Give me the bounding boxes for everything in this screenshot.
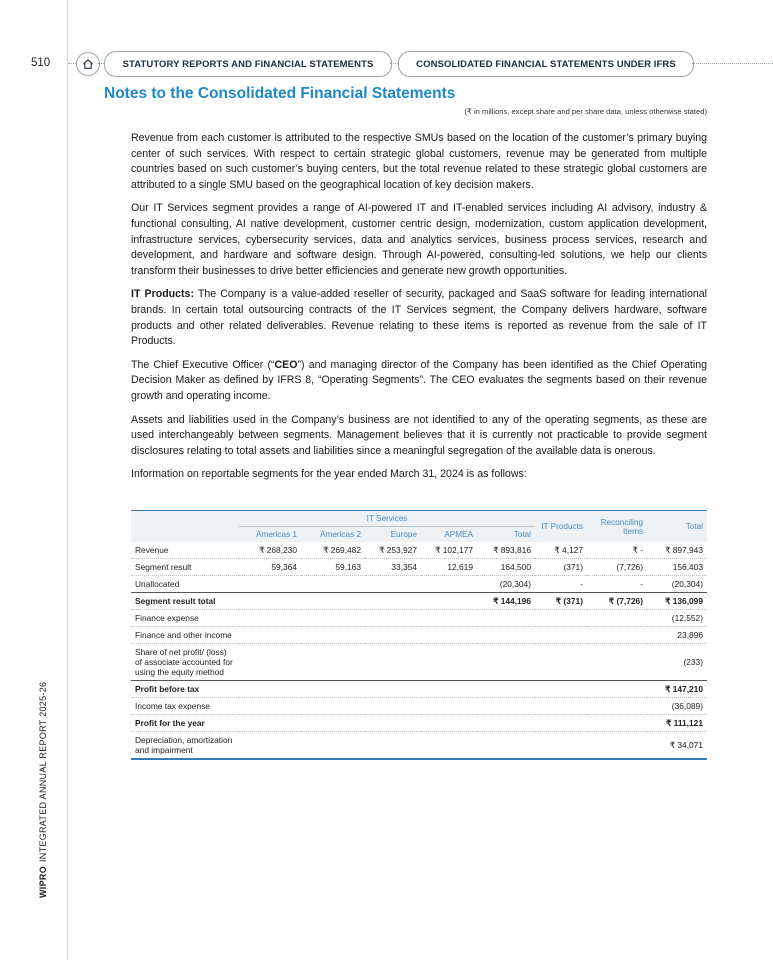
table-cell xyxy=(477,732,535,760)
it-products-lead: IT Products: xyxy=(131,288,194,301)
left-sidebar xyxy=(0,0,68,960)
header-dots-left xyxy=(68,63,76,64)
paragraph-table-intro: Information on reportable segments for the year ended March 31, 2024 is as follows: xyxy=(131,468,527,481)
report-footer-vertical xyxy=(38,682,48,898)
table-cell xyxy=(477,610,535,627)
table-cell xyxy=(535,715,587,732)
table-cell: - xyxy=(535,576,587,593)
table-cell xyxy=(421,644,477,681)
home-icon xyxy=(82,58,94,70)
row-label: Segment result total xyxy=(131,593,239,610)
table-cell xyxy=(239,644,301,681)
nav-statutory-reports[interactable]: STATUTORY REPORTS AND FINANCIAL STATEMENTS xyxy=(104,51,392,77)
table-cell xyxy=(587,644,647,681)
table-cell xyxy=(301,681,365,698)
table-cell xyxy=(239,593,301,610)
table-cell: 59,364 xyxy=(239,559,301,576)
table-cell: 33,354 xyxy=(365,559,421,576)
nav-consolidated-ifrs[interactable]: CONSOLIDATED FINANCIAL STATEMENTS UNDER IFRS xyxy=(398,51,694,77)
table-cell xyxy=(239,576,301,593)
table-row xyxy=(131,542,707,559)
table-cell xyxy=(477,627,535,644)
table-cell: - xyxy=(587,576,647,593)
table-cell xyxy=(301,593,365,610)
table-cell xyxy=(421,732,477,760)
table-cell xyxy=(365,681,421,698)
table-cell xyxy=(587,698,647,715)
table-cell: (7,726) xyxy=(587,559,647,576)
paragraph-revenue-attribution: Revenue from each customer is attributed to the respective SMUs based on the location of the customer’s primary buying center of such services. With respect to certain strategic global customers, revenue may be generated from multiple countries based on such customer’s buying centers, but the total revenue related to these strategic global customers are attributed to a single SMU based on the geographical location of key decision makers. xyxy=(131,132,707,191)
table-cell xyxy=(365,576,421,593)
table-cell: ₹ 897,943 xyxy=(647,542,707,559)
table-cell: ₹ 4,127 xyxy=(535,542,587,559)
table-cell xyxy=(365,715,421,732)
sub-header-0: Americas 1 xyxy=(239,527,301,542)
table-cell xyxy=(421,698,477,715)
header-total: Total xyxy=(647,510,707,542)
table-cell: 164,500 xyxy=(477,559,535,576)
table-cell xyxy=(365,644,421,681)
sub-header-3: APMEA xyxy=(421,527,477,542)
table-cell: ₹ 893,816 xyxy=(477,542,535,559)
header-it-products: IT Products xyxy=(535,510,587,542)
sub-header-2: Europe xyxy=(365,527,421,542)
table-cell xyxy=(421,681,477,698)
table-cell xyxy=(239,610,301,627)
table-cell xyxy=(535,698,587,715)
table-cell xyxy=(477,644,535,681)
table-cell xyxy=(365,732,421,760)
table-cell xyxy=(239,715,301,732)
table-cell xyxy=(535,732,587,760)
table-cell: 23,896 xyxy=(647,627,707,644)
units-note: (₹ in millions, except share and per share data, unless otherwise stated) xyxy=(464,107,707,116)
header-reconciling-items: Reconciling Items xyxy=(587,510,647,542)
table-cell xyxy=(535,610,587,627)
row-label: Revenue xyxy=(131,542,239,559)
row-label: Depreciation, amortization and impairment xyxy=(131,732,239,760)
table-cell: ₹ (7,726) xyxy=(587,593,647,610)
table-cell xyxy=(301,732,365,760)
row-label: Finance expense xyxy=(131,610,239,627)
row-label: Profit for the year xyxy=(131,715,239,732)
table-header-blank xyxy=(131,510,239,542)
table-cell: (371) xyxy=(535,559,587,576)
table-body xyxy=(131,542,707,760)
table-row xyxy=(131,644,707,681)
table-cell: 12,619 xyxy=(421,559,477,576)
ceo-text-a: The Chief Executive Officer (“ xyxy=(131,358,275,371)
table-cell xyxy=(477,681,535,698)
table-cell: 59,163 xyxy=(301,559,365,576)
table-cell xyxy=(239,627,301,644)
table-cell: ₹ 253,927 xyxy=(365,542,421,559)
table-cell xyxy=(421,593,477,610)
row-label: Income tax expense xyxy=(131,698,239,715)
row-label: Share of net profit/ (loss) of associate accounted for using the equity method xyxy=(131,644,239,681)
table-row xyxy=(131,627,707,644)
table-cell xyxy=(587,610,647,627)
table-cell: ₹ 34,071 xyxy=(647,732,707,760)
table-cell xyxy=(301,698,365,715)
row-label: Segment result xyxy=(131,559,239,576)
table-cell xyxy=(587,732,647,760)
table-cell: (233) xyxy=(647,644,707,681)
report-title: INTEGRATED ANNUAL REPORT 2025-26 xyxy=(38,681,48,862)
table-cell xyxy=(239,681,301,698)
table-row xyxy=(131,610,707,627)
table-cell xyxy=(421,610,477,627)
table-cell: ₹ 269,482 xyxy=(301,542,365,559)
home-button[interactable] xyxy=(76,52,100,76)
table-cell xyxy=(421,715,477,732)
table-row xyxy=(131,559,707,576)
table-cell xyxy=(365,627,421,644)
table-cell xyxy=(587,715,647,732)
page-title: Notes to the Consolidated Financial Statements xyxy=(104,85,456,102)
table-cell xyxy=(477,715,535,732)
table-cell xyxy=(301,627,365,644)
page-number: 510 xyxy=(31,57,51,69)
table-cell: (20,304) xyxy=(647,576,707,593)
body-text xyxy=(131,131,707,491)
it-products-text: The Company is a value-added reseller of security, packaged and SaaS software for leading international brands. In certain total outsourcing contracts of the IT Services segment, the Company delivers hardware, software products and other related deliverables. Revenue relating to these items is reported as revenue from the sale of IT Products. xyxy=(131,288,707,348)
table-cell: (36,089) xyxy=(647,698,707,715)
table-cell xyxy=(301,644,365,681)
table-cell xyxy=(587,681,647,698)
table-cell xyxy=(239,698,301,715)
table-cell xyxy=(301,610,365,627)
paragraph-ceo xyxy=(131,358,707,405)
table-cell xyxy=(535,681,587,698)
table-cell xyxy=(239,732,301,760)
row-label: Profit before tax xyxy=(131,681,239,698)
table-row xyxy=(131,715,707,732)
table-row xyxy=(131,732,707,760)
table-cell: ₹ 147,210 xyxy=(647,681,707,698)
table-cell: ₹ 111,121 xyxy=(647,715,707,732)
table-cell xyxy=(477,698,535,715)
header-dots-mid2 xyxy=(390,63,398,64)
table-cell: ₹ (371) xyxy=(535,593,587,610)
table-cell xyxy=(421,576,477,593)
table-cell xyxy=(365,610,421,627)
table-cell xyxy=(421,627,477,644)
table-cell xyxy=(365,698,421,715)
table-cell xyxy=(301,715,365,732)
table-row xyxy=(131,593,707,610)
table-cell xyxy=(535,627,587,644)
table-cell: ₹ 268,230 xyxy=(239,542,301,559)
brand-name: WIPRO xyxy=(38,866,48,898)
paragraph-it-products xyxy=(131,287,707,349)
table-cell: ₹ 144,196 xyxy=(477,593,535,610)
sub-header-4: Total xyxy=(477,527,535,542)
row-label: Unallocated xyxy=(131,576,239,593)
header-dots-right xyxy=(692,63,773,64)
table-cell: (20,304) xyxy=(477,576,535,593)
ceo-abbr: CEO xyxy=(274,358,298,371)
table-row xyxy=(131,681,707,698)
table-cell: ₹ - xyxy=(587,542,647,559)
paragraph-it-services: Our IT Services segment provides a range of AI-powered IT and IT-enabled services including AI advisory, industry & functional consulting, AI native development, customer centric design, modernization, custom application development, infrastructure services, cybersecurity services, data and analytics services, business process services, research and development, and hardware and software design. Through AI-powered, consulting-led solutions, we help our clients transform their businesses to drive better efficiencies and generate new growth opportunities. xyxy=(131,202,707,277)
table-row xyxy=(131,698,707,715)
table-cell xyxy=(365,593,421,610)
segment-table xyxy=(131,510,707,760)
table-row xyxy=(131,576,707,593)
sub-header-1: Americas 2 xyxy=(301,527,365,542)
table-cell: 156,403 xyxy=(647,559,707,576)
paragraph-assets: Assets and liabilities used in the Company’s business are not identified to any of the operating segments, as these are used interchangeably between segments. Management believes that it is currently not practicable to provide segment disclosures relating to total assets and liabilities since a meaningful segregation of the available data is onerous. xyxy=(131,413,707,457)
table-cell: ₹ 136,099 xyxy=(647,593,707,610)
table-cell xyxy=(535,644,587,681)
row-label: Finance and other income xyxy=(131,627,239,644)
header-it-services: IT Services xyxy=(239,510,535,527)
ceo-text-b: ”) and managing director of the Company has been identified as the Chief Operating Decision Maker as defined by IFRS 8, “Operating Segments”. The CEO evaluates the segments based on their revenue growth and operating income. xyxy=(131,358,707,402)
table-cell: ₹ 102,177 xyxy=(421,542,477,559)
table-cell xyxy=(587,627,647,644)
table-cell: (12,552) xyxy=(647,610,707,627)
table-cell xyxy=(301,576,365,593)
